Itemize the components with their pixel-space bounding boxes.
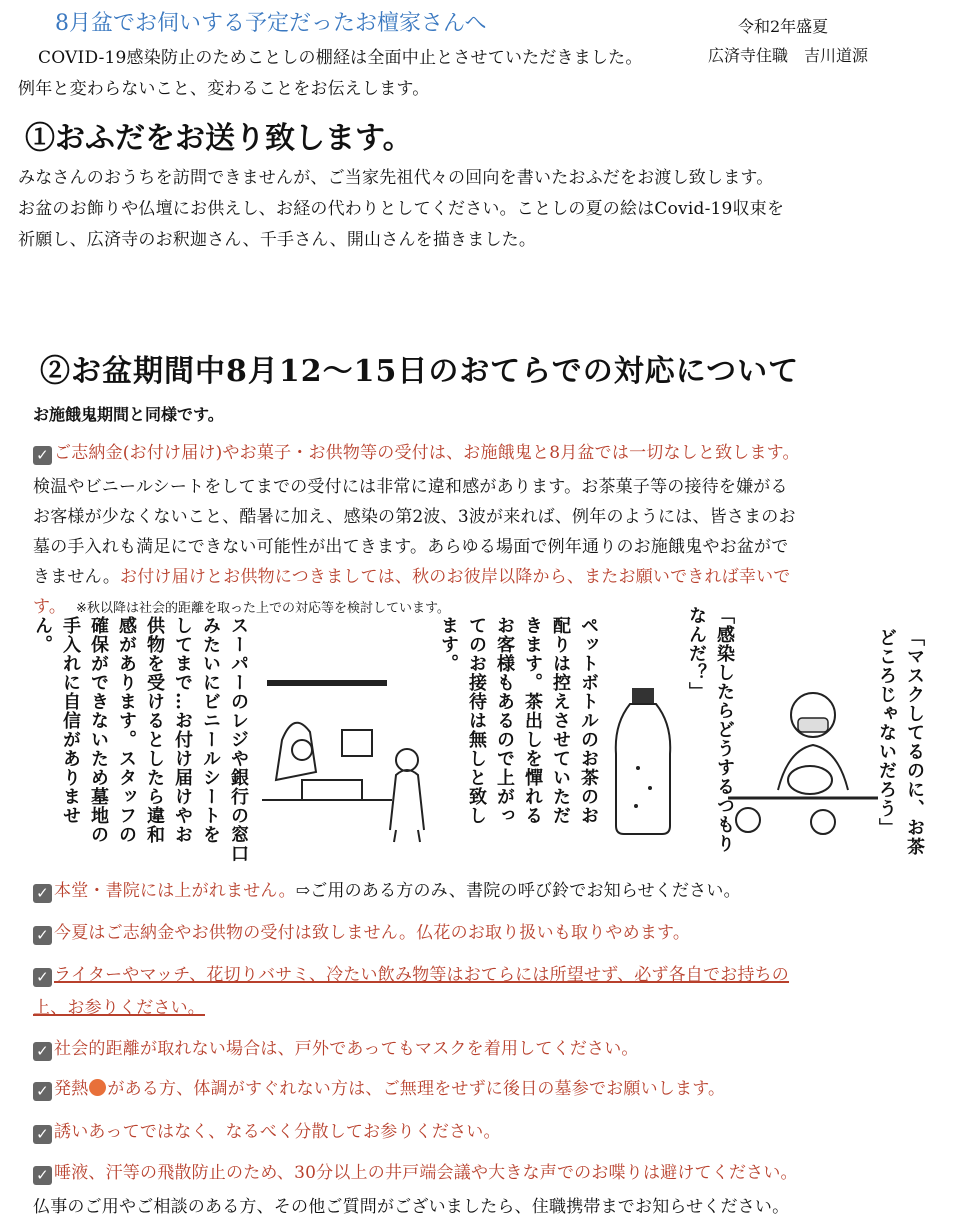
comic-text-col: きます。茶出しを憚れる [522,616,543,825]
section2-heading: ②お盆期間中8月12〜15日のおてらでの対応について [40,354,800,389]
note-text: ※秋以降は社会的距離を取った上での対応等を検討しています。 [76,601,450,616]
checkbox-icon: ✓ [33,1082,52,1101]
check-item-text: ライターやマッチ、花切りバサミ、冷たい飲み物等はおてらには所望せず、必ず各自でお持ちの [54,965,790,985]
check-item-text: がある方、体調がすぐれない方は、ご無理をせずに後日の墓参でお願いします。 [107,1079,726,1099]
section1-line: 祈願し、広済寺のお釈迦さん、千手さん、開山さんを描きました。 [18,230,537,250]
paragraph-line: お客様が少なくないこと、酷暑に加え、感染の第2波、3波が来れば、例年のようには、皆さまのお [33,507,796,527]
check-item-6 [33,1074,725,1101]
check-item-text: 唾液、汗等の飛散防止のため、30分以上の井戸端会議や大きな声でのお喋りは避けてください。 [54,1163,798,1183]
check-item-text: ご志納金(お付け届け)やお菓子・お供物等の受付は、お施餓鬼と8月盆では一切なしと致します。 [54,443,800,463]
comic-text-col: てのお接待は無しと致し [466,616,487,825]
checkbox-icon: ✓ [33,1125,52,1144]
comic-text-col: 「感染したらどうするつもり [714,606,735,853]
check-item-3 [33,918,690,945]
check-item-7 [33,1117,501,1144]
comic-text-col: 手入れに自信がありませ [60,616,81,825]
paragraph-text-red: す。 [33,597,67,617]
intro-line-1: COVID-19感染防止のためことしの棚経は全面中止とさせていただきました。 [38,48,643,68]
check-item-5 [33,1034,639,1061]
check-item-text: 発熱 [54,1079,89,1099]
check-item-4-cont [33,993,205,1018]
fever-face-icon [89,1079,106,1096]
check-item-8 [33,1158,798,1185]
comic-text-col: 確保ができないため墓地の [88,616,109,844]
check-item-text: 誘いあってではなく、なるべく分散してお参りください。 [54,1122,501,1142]
page-title: 8月盆でお伺いする予定だったお檀家さんへ [55,11,487,36]
comic-text-col: なんだ？」 [686,606,707,701]
checkbox-icon: ✓ [33,884,52,903]
comic-text-col: どころじゃないだろう」 [876,628,897,837]
comic-text-col: お客様もあるので上がっ [494,616,515,825]
comic-text-col: してまで…お付け届けやお [172,616,193,844]
paragraph-line: 墓の手入れも満足にできない可能性が出てきます。あらゆる場面で例年通りのお施餓鬼やお盆がで [33,537,789,557]
section1-heading: ①おふだをお送り致します。 [25,121,413,156]
paragraph-text-red: お付け届けとお供物につきましては、秋のお彼岸以降から、またお願いできれば幸いで [120,567,791,587]
comic-text-col: ん。 [32,616,53,654]
comic-text-col: 「マスクしてるのに、お茶 [904,628,925,856]
section1-line: みなさんのおうちを訪問できませんが、ご当家先祖代々の回向を書いたおふだをお渡し致します。 [18,168,774,188]
check-item-text: 上、お参りください。 [33,998,205,1018]
check-item-text: 本堂・書院には上がれません。 [54,881,296,901]
paragraph-text: きません。 [33,567,121,587]
comic-text-col: ます。 [438,616,459,673]
paragraph-line [33,592,450,617]
section2-subheading: お施餓鬼期間と同様です。 [33,405,224,424]
comic-text-col: 配りは控えさせていただ [550,616,571,825]
paragraph-line: 検温やビニールシートをしてまでの受付には非常に違和感があります。お茶菓子等の接待を嫌がる [33,477,788,497]
check-item-1 [33,438,800,465]
bottle-illustration [608,688,678,838]
paragraph-line [33,562,791,587]
check-item-text: 社会的距離が取れない場合は、戸外であってもマスクを着用してください。 [54,1039,639,1059]
check-item-text: ⇨ご用のある方のみ、書院の呼び鈴でお知らせください。 [295,881,741,901]
comic-text-col: ペットボトルのお茶のお [578,616,599,825]
date-label: 令和2年盛夏 [738,17,829,36]
check-item-4 [33,960,789,987]
check-item-2 [33,876,741,903]
footer-partial-line: 仏事のご用やご相談のある方、その他ご質問がございましたら、住職携帯までお知らせください。 [33,1197,790,1217]
comic-text-col: スーパーのレジや銀行の窓口 [228,616,249,863]
check-item-text: 今夏はご志納金やお供物の受付は致しません。仏花のお取り扱いも取りやめます。 [54,923,691,943]
section1-line: お盆のお飾りや仏壇にお供えし、お経の代わりとしてください。ことしの夏の絵はCovid-19収束を [18,199,785,219]
counter-illustration [262,680,442,845]
signature: 広済寺住職 吉川道源 [708,46,869,65]
checkbox-icon: ✓ [33,1042,52,1061]
comic-text-col: みたいにビニールシートを [200,616,221,844]
intro-line-2: 例年と変わらないこと、変わることをお伝えします。 [18,79,430,99]
comic-text-col: 感があります。スタッフの [116,616,137,844]
comic-text-col: 供物を受けるとしたら違和 [144,616,165,844]
checkbox-icon: ✓ [33,926,52,945]
checkbox-icon: ✓ [33,446,52,465]
checkbox-icon: ✓ [33,1166,52,1185]
checkbox-icon: ✓ [33,968,52,987]
masked-person-illustration [728,680,878,840]
